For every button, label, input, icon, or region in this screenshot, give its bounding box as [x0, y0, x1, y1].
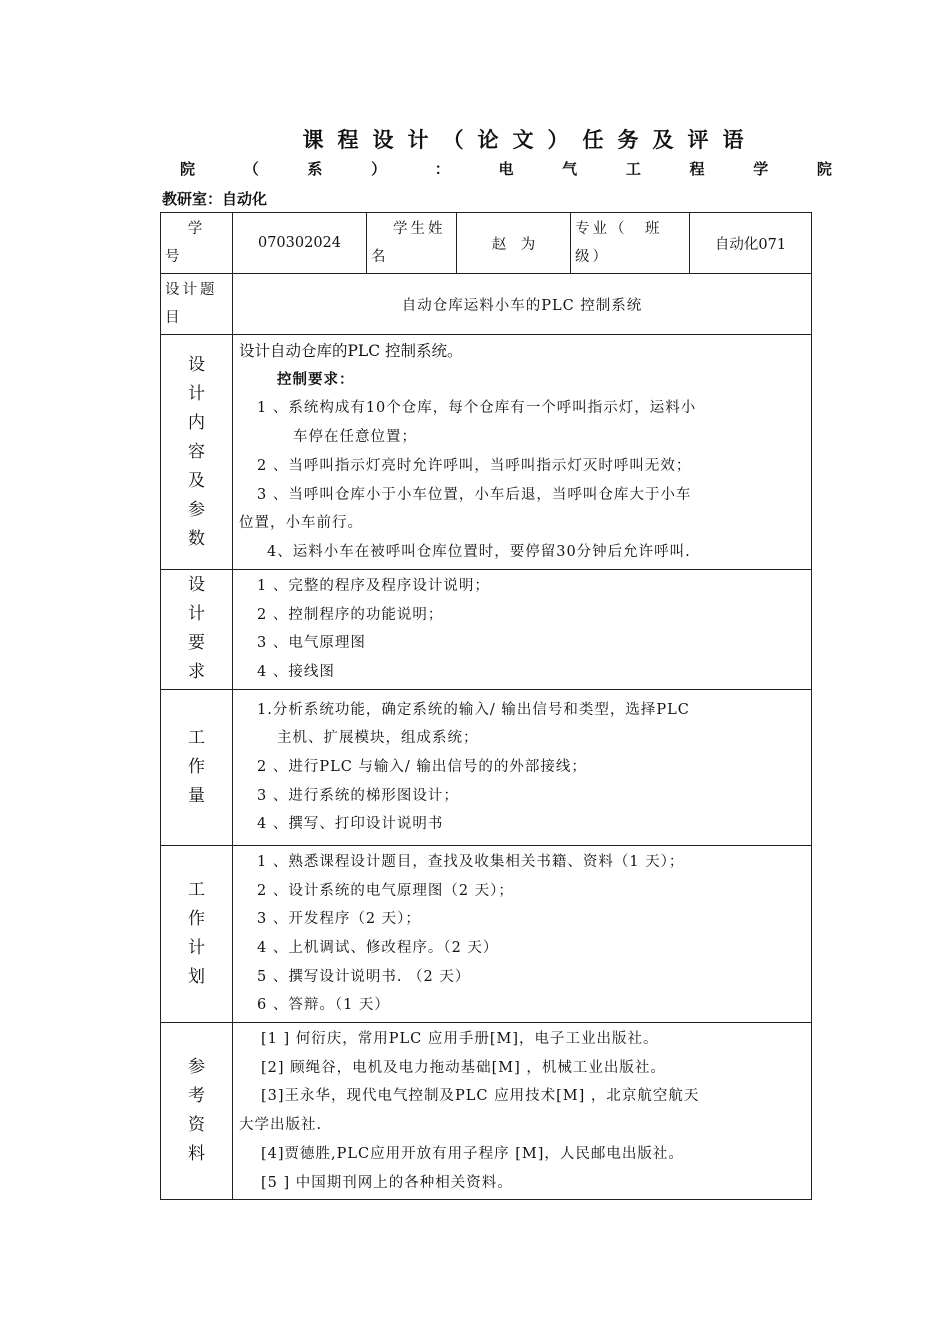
topic-value: 自动仓库运料小车的PLC 控制系统: [233, 274, 812, 335]
office-line: 教研室：自动化: [162, 190, 268, 208]
major-value: 自动化071: [690, 213, 812, 274]
dept-char: ）: [371, 160, 387, 178]
dept-char: 院: [180, 160, 196, 178]
department-line: [180, 158, 832, 179]
major-label: 专业（ 班 级）: [571, 213, 690, 274]
workload-label: 工 作 量: [161, 689, 233, 845]
student-name-value: 赵 为: [457, 213, 571, 274]
plan-text: 1 、熟悉课程设计题目，查找及收集相关书籍、资料（1 天）； 2 、设计系统的电气原理图（2 天）； 3 、开发程序（2 天）； 4 、上机调试、修改程序。（2 天） 5 、撰写设计说明书. （2 天） 6 、答辩。（1 天）: [233, 845, 812, 1022]
plan-row: [161, 845, 812, 1022]
info-row: [161, 213, 812, 274]
student-name-label: 学生姓 名: [367, 213, 457, 274]
topic-row: [161, 274, 812, 335]
task-table: [160, 212, 812, 1200]
dept-char: （: [243, 160, 259, 178]
references-text: [1 ] 何衍庆，常用PLC 应用手册[M]，电子工业出版社。 [2] 顾绳谷，电机及电力拖动基础[M] ，机械工业出版社。 [3]王永华，现代电气控制及PLC 应用技术[M] ，北京航空航天 大学出版社. [4]贾德胜,PLC应用开放有用子程序 [M]，人民邮电出版社。 [5 ] 中国期刊网上的各种相关资料。: [233, 1023, 812, 1200]
student-id-value: 070302024: [233, 213, 367, 274]
dept-char: 工: [625, 160, 641, 178]
content-label: 设 计 内 容 及 参 数: [161, 335, 233, 570]
workload-text: 1.分析系统功能，确定系统的输入/ 输出信号和类型，选择PLC 主机、扩展模块，组成系统； 2 、进行PLC 与输入/ 输出信号的的外部接线； 3 、进行系统的梯形图设计； 4 、撰写、打印设计说明书: [233, 689, 812, 845]
dept-char: ：: [434, 160, 450, 178]
document-title: 课程设计（论文）任务及评语: [302, 128, 758, 152]
content-text: 设计自动仓库的PLC 控制系统。 控制要求： 1 、系统构成有10个仓库，每个仓库有一个呼叫指示灯，运料小 车停在任意位置； 2 、当呼叫指示灯亮时允许呼叫，当呼叫指示灯灭时呼叫无效； 3 、当呼叫仓库小于小车位置，小车后退，当呼叫仓库大于小车 位置，小车前行。 4、运料小车在被呼叫仓库位置时，要停留30分钟后允许呼叫.: [233, 335, 812, 570]
references-row: [161, 1023, 812, 1200]
plan-label: 工 作 计 划: [161, 845, 233, 1022]
requirements-text: 1 、完整的程序及程序设计说明； 2 、控制程序的功能说明； 3 、电气原理图 4 、接线图: [233, 570, 812, 690]
dept-char: 学: [753, 160, 769, 178]
content-row: [161, 335, 812, 570]
references-label: 参 考 资 料: [161, 1023, 233, 1200]
dept-char: 电: [498, 160, 514, 178]
dept-char: 气: [562, 160, 578, 178]
topic-label: 设计题 目: [161, 274, 233, 335]
dept-char: 院: [816, 160, 832, 178]
requirements-label: 设 计 要 求: [161, 570, 233, 690]
workload-row: [161, 689, 812, 845]
requirements-row: [161, 570, 812, 690]
student-id-label: 学 号: [161, 213, 233, 274]
dept-char: 系: [307, 160, 323, 178]
dept-char: 程: [689, 160, 705, 178]
